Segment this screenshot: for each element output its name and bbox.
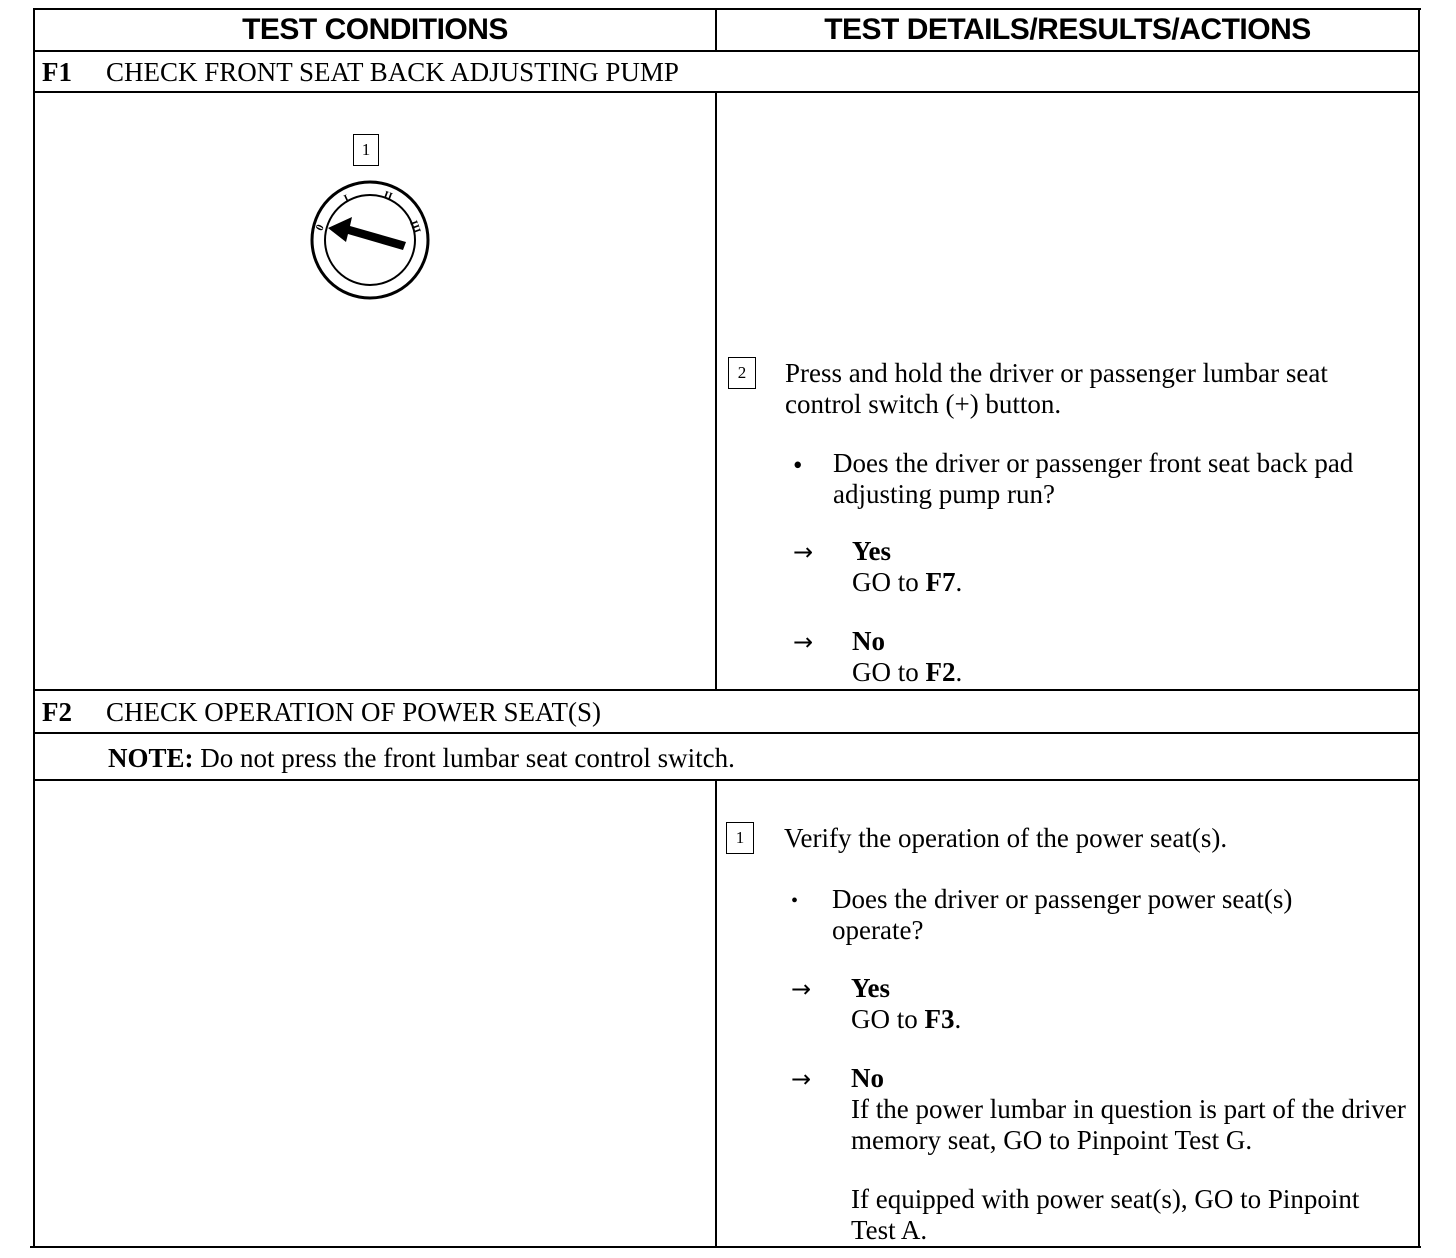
- f1-section-title: [42, 55, 679, 89]
- f2-no-action-2: If equipped with power seat(s), GO to Pinpoint Test A.: [851, 1184, 1360, 1245]
- f2-note: [108, 741, 735, 775]
- f1-yes-action-prefix: GO to: [852, 567, 926, 597]
- f1-no-label: No: [852, 626, 885, 656]
- ignition-key-switch-icon: [300, 180, 440, 304]
- f1-instruction: Press and hold the driver or passenger lumbar seat control switch (+) button.: [785, 358, 1328, 419]
- f2-column-divider: [715, 780, 717, 1247]
- table-left-border: [33, 8, 35, 1248]
- f2-bullet-icon: •: [791, 890, 799, 912]
- header-test-conditions: TEST CONDITIONS: [242, 13, 508, 46]
- table-bottom-border: [30, 1246, 1421, 1248]
- f2-yes-arrow-icon: →: [791, 975, 812, 1003]
- f2-section-title: [42, 695, 601, 729]
- f2-note-label: NOTE:: [108, 743, 194, 773]
- f1-column-divider: [715, 92, 717, 690]
- ignition-key-arrow: [328, 217, 406, 250]
- f1-yes-target: F7: [925, 567, 956, 597]
- f2-title-divider: [33, 732, 1420, 734]
- header-test-details: TEST DETAILS/RESULTS/ACTIONS: [824, 13, 1311, 46]
- f1-title-divider: [33, 91, 1420, 93]
- f1-yes-arrow-icon: →: [793, 538, 814, 566]
- f2-yes-target: F3: [924, 1004, 955, 1034]
- f1-no-suffix: .: [955, 657, 963, 687]
- f1-no-action-prefix: GO to: [852, 657, 926, 687]
- f1-yes-label: Yes: [852, 536, 891, 566]
- f1-illustration-step-box: 1: [353, 134, 379, 166]
- f1-title: CHECK FRONT SEAT BACK ADJUSTING PUMP: [106, 57, 679, 87]
- f2-question: Does the driver or passenger power seat(s) operate?: [832, 884, 1293, 945]
- f2-title: CHECK OPERATION OF POWER SEAT(S): [106, 697, 602, 727]
- f1-bullet-icon: •: [793, 450, 803, 480]
- f1-end-divider: [33, 689, 1420, 691]
- position-label-1: I: [342, 192, 352, 206]
- f1-yes-action: [852, 567, 962, 598]
- f1-no-arrow-icon: →: [793, 628, 814, 656]
- f2-yes-label: Yes: [851, 973, 890, 1003]
- table-right-border: [1418, 8, 1420, 1248]
- f1-code: F1: [42, 57, 72, 87]
- f2-note-text: Do not press the front lumbar seat control switch.: [193, 743, 735, 773]
- f2-no-action-1: If the power lumbar in question is part of the driver memory seat, GO to Pinpoint Test G.: [851, 1094, 1406, 1155]
- f2-instruction: Verify the operation of the power seat(s).: [784, 823, 1228, 853]
- f2-yes-action-prefix: GO to: [851, 1004, 925, 1034]
- note-divider: [33, 779, 1420, 781]
- f2-no-arrow-icon: →: [791, 1065, 812, 1093]
- f1-step-box: 2: [728, 357, 756, 389]
- f2-code: F2: [42, 697, 72, 727]
- f2-step-box: 1: [726, 822, 754, 854]
- f1-question: Does the driver or passenger front seat back pad adjusting pump run?: [833, 448, 1354, 509]
- f1-yes-suffix: .: [955, 567, 963, 597]
- position-label-3: III: [407, 218, 423, 236]
- f2-yes-action: [851, 1004, 961, 1035]
- f1-no-action: [852, 657, 962, 688]
- f1-no-target: F2: [925, 657, 956, 687]
- position-label-2: II: [381, 188, 394, 204]
- f2-no-label: No: [851, 1063, 884, 1093]
- f2-yes-suffix: .: [954, 1004, 962, 1034]
- position-label-0: 0: [313, 222, 327, 233]
- header-divider: [33, 50, 1420, 52]
